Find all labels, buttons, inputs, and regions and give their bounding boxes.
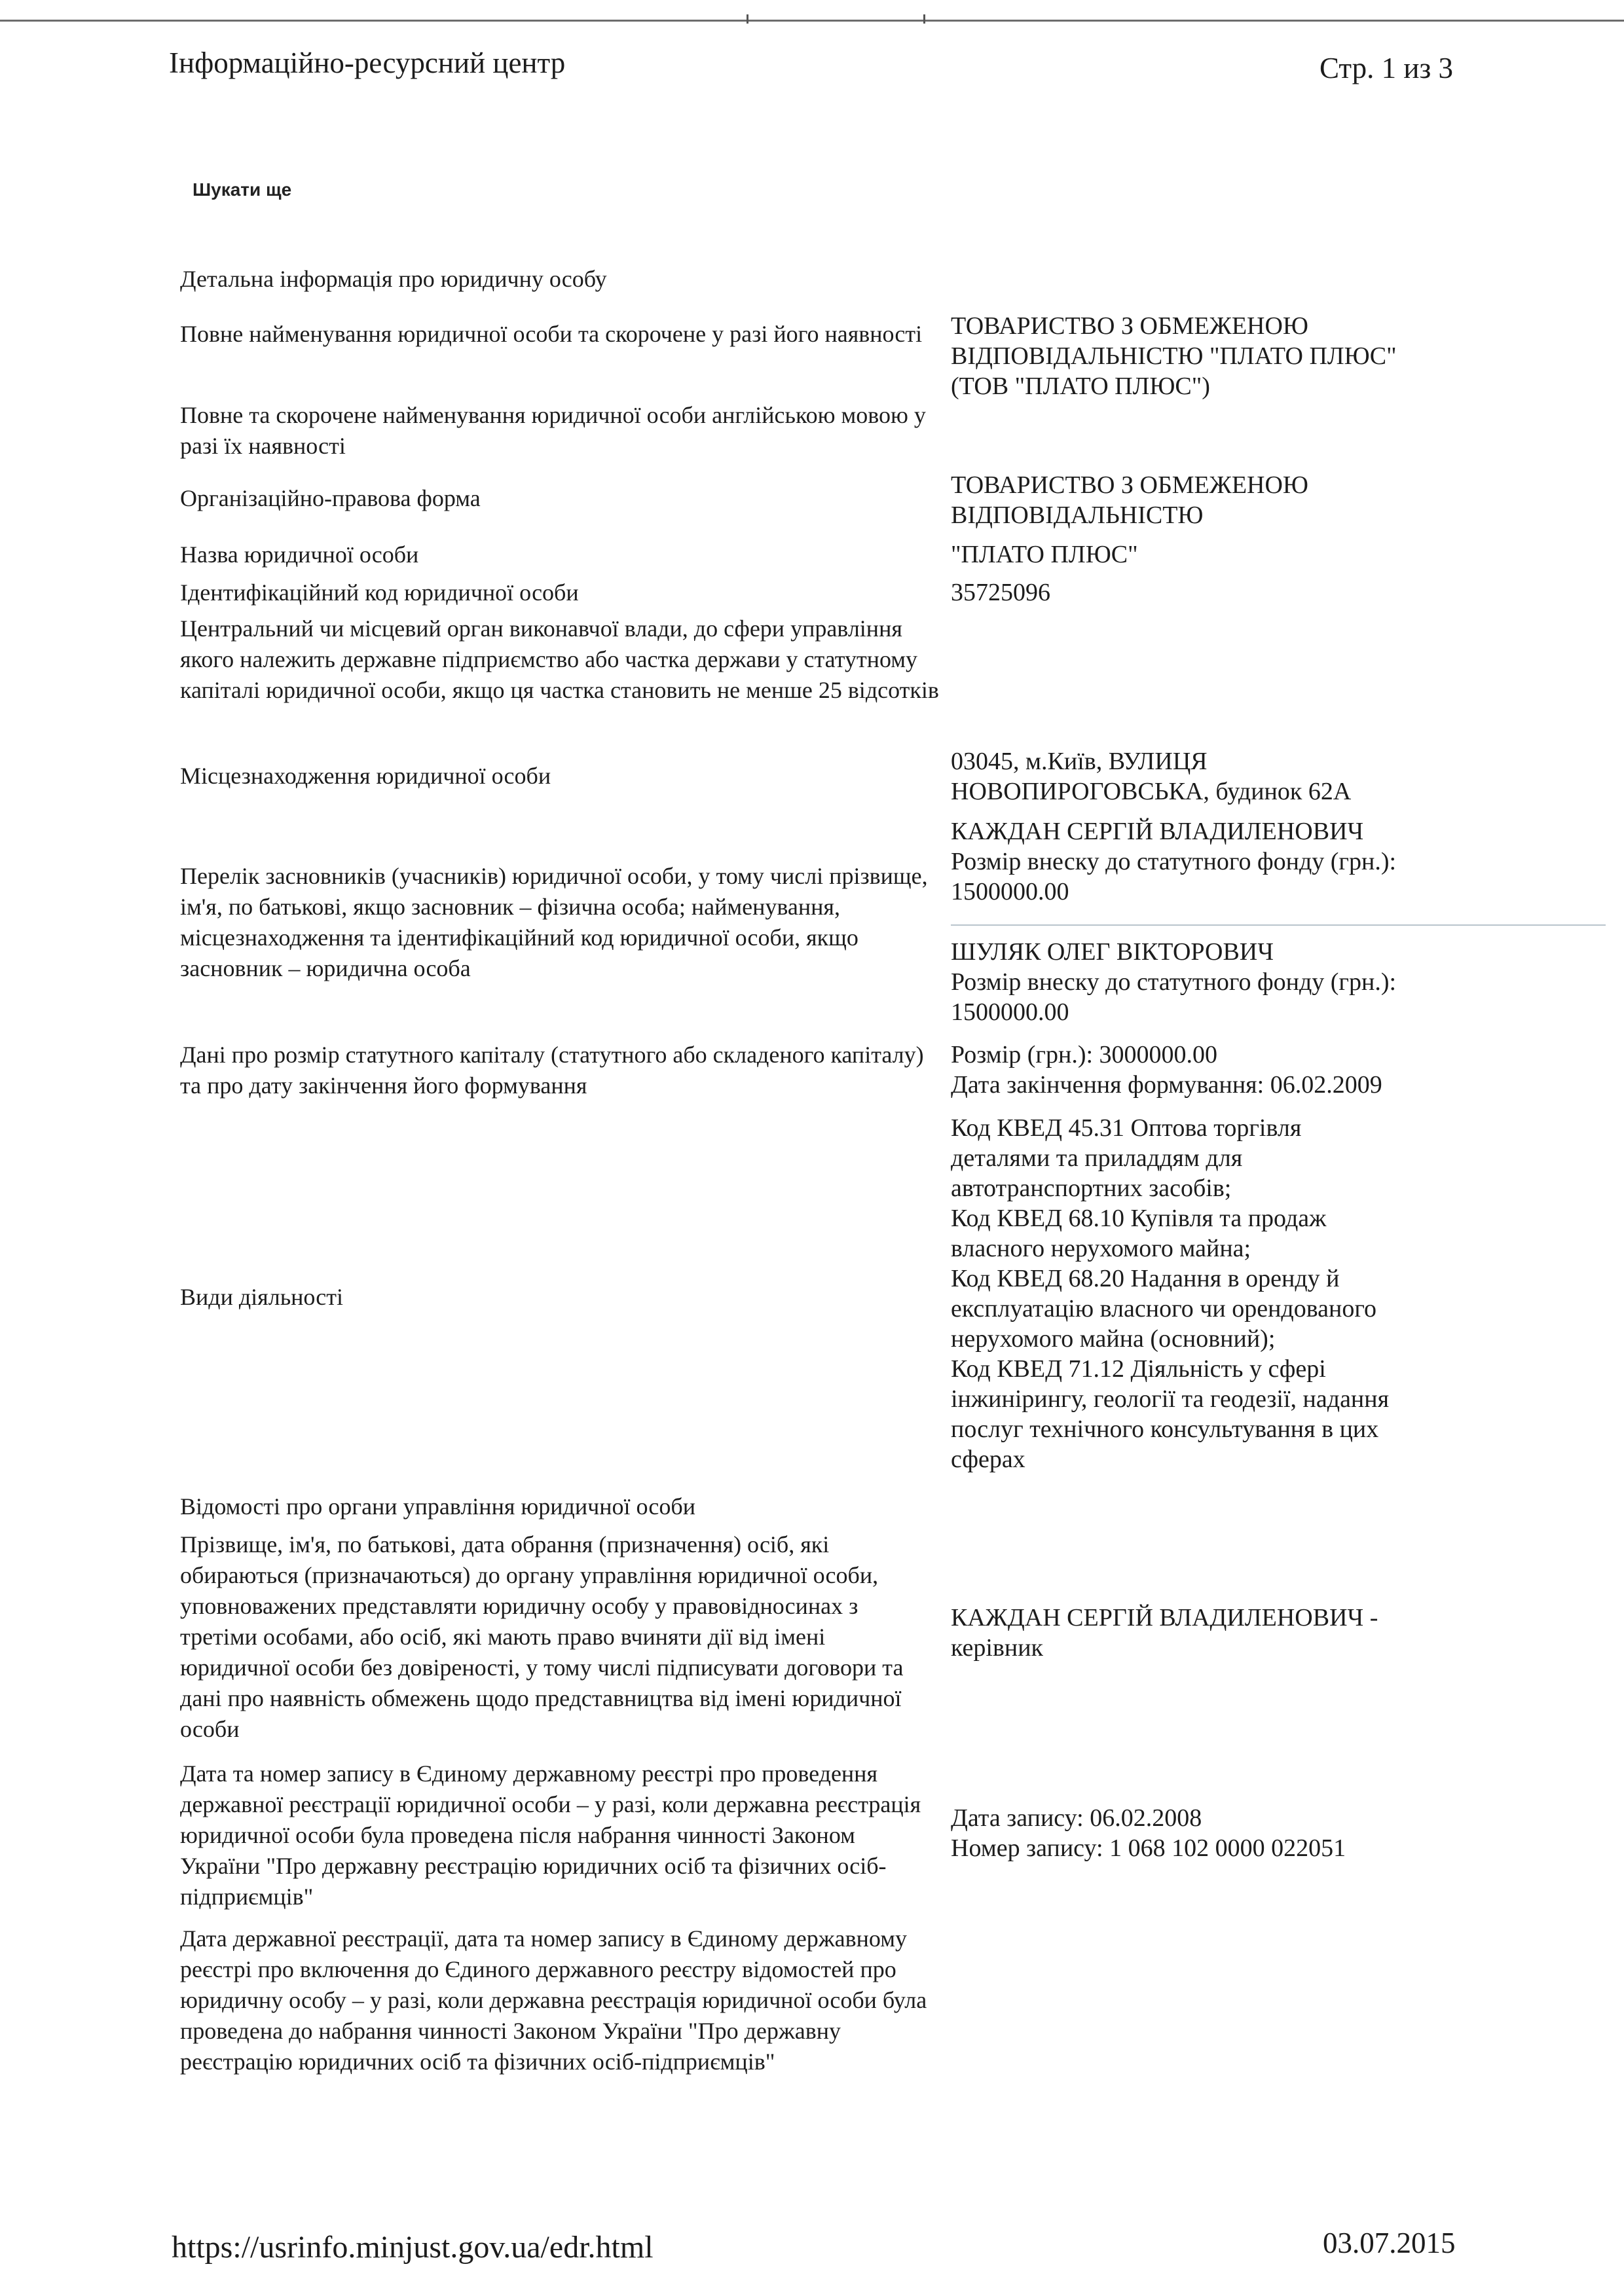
founder-contribution: 1500000.00 <box>951 998 1069 1026</box>
founder-item <box>951 937 1624 1027</box>
row-label: Організаційно-правова форма <box>180 485 481 511</box>
scan-mark <box>747 14 748 24</box>
section-title: Детальна інформація про юридичну особу <box>180 266 607 292</box>
founder-contribution-label: Розмір внеску до статутного фонду (грн.): <box>951 968 1397 996</box>
scan-edge-line <box>0 20 1624 22</box>
row-label: Види діяльності <box>180 1284 343 1310</box>
row-label: Перелік засновників (учасників) юридичної особи, у тому числі прізвище, ім'я, по батькові, якщо засновник – фізична особа; найменування, місцезнаходження та ідентифікаційний код юридичної особи, якщо засновник – юридична особа <box>180 863 928 981</box>
row-label: Повне та скорочене найменування юридичної особи англійською мовою у разі їх наявності <box>180 402 926 459</box>
founder-contribution: 1500000.00 <box>951 878 1069 905</box>
row-label: Дані про розмір статутного капіталу (статутного або складеного капіталу) та про дату закінчення його формування <box>180 1042 924 1099</box>
search-more-link[interactable]: Шукати ще <box>193 179 292 200</box>
row-label: Дата та номер запису в Єдиному державному реєстрі про проведення державної реєстрації юридичної особи – у разі, коли державна реєстрація юридичної особи була проведена після набрання чинності Законом України "Про державну реєстрацію юридичних осіб та фізичних осіб-підприємців" <box>180 1760 921 1910</box>
row-label: Повне найменування юридичної особи та скорочене у разі його наявності <box>180 321 923 347</box>
row-label: Назва юридичної особи <box>180 541 419 568</box>
founder-name: КАЖДАН СЕРГІЙ ВЛАДИЛЕНОВИЧ <box>951 818 1364 845</box>
row-label: Прізвище, ім'я, по батькові, дата обрання (призначення) осіб, які обираються (призначаються) до органу управління юридичної особи, уповноважених представляти юридичну особу у правовідносинах з третіми особами, або осіб, які мають право вчиняти дії від імені юридичної особи без довіреності, у тому числі підписувати договори та дані про наявність обмежень щодо представництва від імені юридичної особи <box>180 1531 904 1742</box>
founder-contribution-label: Розмір внеску до статутного фонду (грн.): <box>951 848 1397 875</box>
site-title: Інформаційно-ресурсний центр <box>169 46 566 79</box>
row-value: КАЖДАН СЕРГІЙ ВЛАДИЛЕНОВИЧ - керівник <box>951 1604 1378 1662</box>
row-value: ТОВАРИСТВО З ОБМЕЖЕНОЮ ВІДПОВІДАЛЬНІСТЮ "ПЛАТО ПЛЮС" (ТОВ "ПЛАТО ПЛЮС") <box>951 312 1397 400</box>
row-value: Розмір (грн.): 3000000.00 Дата закінчення формування: 06.02.2009 <box>951 1041 1382 1099</box>
founder-item <box>951 816 1624 907</box>
row-value: 35725096 <box>951 579 1050 606</box>
row-label: Центральний чи місцевий орган виконавчої влади, до сфери управління якого належить державне підприємство або частка держави у статутному капіталі юридичної особи, якщо ця частка становить не менше 25 відсотків <box>180 615 939 703</box>
footer-date: 03.07.2015 <box>1323 2227 1456 2259</box>
founder-divider <box>951 924 1606 926</box>
row-value: 03045, м.Київ, ВУЛИЦЯ НОВОПИРОГОВСЬКА, будинок 62А <box>951 748 1352 805</box>
founder-name: ШУЛЯК ОЛЕГ ВІКТОРОВИЧ <box>951 938 1274 966</box>
row-label: Дата державної реєстрації, дата та номер запису в Єдиному державному реєстрі про включення до Єдиного державного реєстру відомостей про юридичну особу – у разі, коли державна реєстрація юридичної особи була проведена до набрання чинності Законом України "Про державну реєстрацію юридичних осіб та фізичних осіб-підприємців" <box>180 1925 927 2075</box>
scan-mark <box>923 14 925 24</box>
row-label: Місцезнаходження юридичної особи <box>180 763 551 789</box>
row-value: "ПЛАТО ПЛЮС" <box>951 541 1138 568</box>
row-label: Відомості про органи управління юридичної особи <box>180 1493 695 1520</box>
footer-url: https://usrinfo.minjust.gov.ua/edr.html <box>172 2230 654 2265</box>
row-value: ТОВАРИСТВО З ОБМЕЖЕНОЮ ВІДПОВІДАЛЬНІСТЮ <box>951 471 1308 529</box>
row-value: Код КВЕД 45.31 Оптова торгівля деталями та приладдям для автотранспортних засобів; Код КВЕД 68.10 Купівля та продаж власного нерухомого майна; Код КВЕД 68.20 Надання в оренду й експлуатацію власного чи орендованого нерухомого майна (основний); Код КВЕД 71.12 Діяльність у сфері інжинірингу, геології та геодезії, надання послуг технічного консультування в цих сферах <box>951 1114 1390 1473</box>
row-value: Дата запису: 06.02.2008 Номер запису: 1 068 102 0000 022051 <box>951 1804 1346 1862</box>
page-counter: Стр. 1 из 3 <box>1320 52 1453 84</box>
row-label: Ідентифікаційний код юридичної особи <box>180 579 579 606</box>
